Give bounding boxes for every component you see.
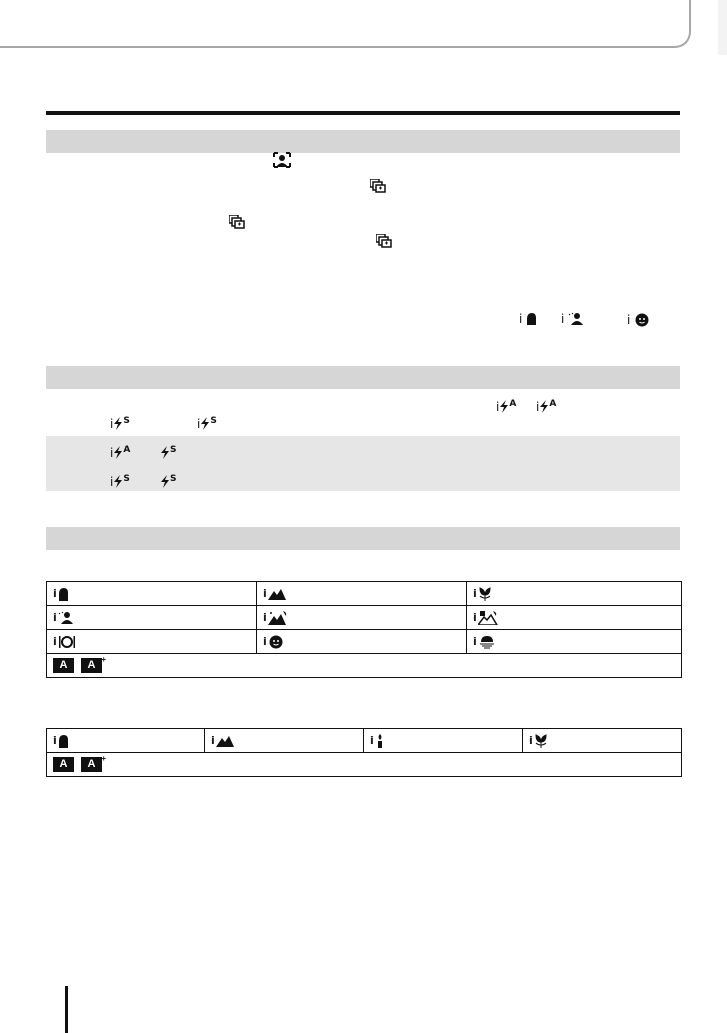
i-letter: i <box>110 446 114 460</box>
flash-glyph <box>113 446 123 459</box>
intelligent-auto-icon <box>53 757 74 772</box>
i-flash-auto-icon <box>496 397 516 414</box>
flash-glyph <box>160 475 170 488</box>
page-edge-mark <box>718 0 727 55</box>
burst-shooting-icon <box>376 234 392 248</box>
flash-slow-letter: S <box>210 416 217 426</box>
flash-glyph <box>113 475 123 488</box>
i-macro-icon <box>473 583 492 605</box>
i-flash-auto-redeye-icon <box>110 443 130 460</box>
table-cell <box>47 606 257 630</box>
table-row <box>47 753 682 777</box>
page-header-tab <box>0 0 691 48</box>
portrait-glyph <box>526 312 536 325</box>
table-cell <box>467 606 682 630</box>
candlelight-glyph <box>375 734 385 748</box>
i-letter: i <box>627 313 631 327</box>
i-letter: i <box>263 611 267 624</box>
intelligent-auto-plus-icon <box>81 654 106 673</box>
i-scenery-icon <box>211 730 234 752</box>
i-handheld-night-shot-icon <box>473 607 498 629</box>
table-cell <box>47 582 257 606</box>
flash-glyph <box>160 446 170 459</box>
i-letter: i <box>197 417 201 431</box>
i-flash-slow-sync-redeye-icon <box>110 472 130 489</box>
i-letter: i <box>370 734 374 747</box>
portrait-glyph <box>58 587 68 601</box>
flash-slow-letter: S <box>123 474 130 484</box>
i-letter: i <box>263 635 267 648</box>
table-cell <box>467 630 682 654</box>
a-letter: A <box>87 658 96 671</box>
flash-glyph <box>200 417 210 430</box>
flash-slow-letter: S <box>170 474 177 484</box>
a-letter: A <box>59 757 68 770</box>
macro-glyph <box>534 734 548 748</box>
table-cell <box>47 753 682 777</box>
table-cell <box>205 729 364 753</box>
i-letter: i <box>263 587 267 600</box>
section-heading-bar-2 <box>46 366 680 389</box>
i-flash-auto-redeye-icon <box>536 397 556 414</box>
i-letter: i <box>561 312 565 326</box>
scenery-glyph <box>268 587 286 600</box>
flash-glyph <box>499 400 509 413</box>
i-letter: i <box>536 400 540 414</box>
night-scenery-glyph <box>268 611 288 625</box>
i-portrait-icon <box>53 583 68 605</box>
table-cell <box>47 630 257 654</box>
intelligent-auto-plus-icon <box>81 753 106 772</box>
food-glyph <box>58 635 76 649</box>
baby-glyph <box>268 634 284 649</box>
face-detection-icon <box>273 152 291 168</box>
i-letter: i <box>473 635 477 648</box>
flash-slow-sync-icon <box>160 472 176 489</box>
table-row <box>47 606 682 630</box>
i-baby-icon <box>627 312 650 327</box>
portrait-glyph <box>58 734 68 748</box>
night-portrait-glyph <box>58 611 74 624</box>
table-row <box>47 654 682 678</box>
i-letter: i <box>529 734 533 747</box>
table-cell <box>523 729 682 753</box>
i-letter: i <box>496 400 500 414</box>
table-cell <box>47 729 205 753</box>
scenery-glyph <box>216 734 234 747</box>
flash-auto-letter: A <box>509 399 517 409</box>
i-letter: i <box>519 312 523 326</box>
intelligent-auto-icon <box>53 658 74 673</box>
flash-note-box <box>46 436 680 491</box>
flash-glyph <box>113 417 123 430</box>
i-letter: i <box>53 587 57 600</box>
table-cell <box>47 654 682 678</box>
i-letter: i <box>53 734 57 747</box>
scene-table-photo <box>46 581 682 678</box>
i-portrait-icon <box>53 730 68 752</box>
flash-slow-letter: S <box>170 445 177 455</box>
night-portrait-glyph <box>568 312 584 325</box>
table-row <box>47 729 682 753</box>
i-letter: i <box>473 611 477 624</box>
flash-auto-letter: A <box>549 399 557 409</box>
i-baby-icon <box>263 631 284 653</box>
burst-shooting-icon <box>370 179 386 193</box>
i-food-icon <box>53 631 76 653</box>
a-letter: A <box>59 658 68 671</box>
title-rule <box>46 111 680 115</box>
flash-redeye-icon <box>160 443 176 460</box>
a-letter: A <box>87 757 96 770</box>
i-letter: i <box>53 635 57 648</box>
section-heading-bar-1 <box>46 130 680 153</box>
i-portrait-icon <box>519 312 536 326</box>
i-letter: i <box>53 611 57 624</box>
baby-glyph <box>634 312 650 327</box>
flash-glyph <box>539 400 549 413</box>
i-night-portrait-icon <box>53 607 74 629</box>
table-cell <box>364 729 523 753</box>
flash-slow-letter: S <box>123 416 130 426</box>
footer-rule <box>65 986 68 1033</box>
section-heading-bar-3 <box>46 527 680 550</box>
table-cell <box>257 582 467 606</box>
table-cell <box>467 582 682 606</box>
i-scenery-icon <box>263 583 286 605</box>
flash-auto-letter: A <box>123 445 131 455</box>
sunset-glyph <box>478 635 496 649</box>
i-night-portrait-icon <box>561 312 584 326</box>
i-sunset-icon <box>473 631 496 653</box>
handheld-night-glyph <box>478 611 498 625</box>
scene-table-video <box>46 728 682 777</box>
i-night-scenery-icon <box>263 607 288 629</box>
plus-mark: + <box>101 753 106 763</box>
table-cell <box>257 630 467 654</box>
i-letter: i <box>211 734 215 747</box>
i-letter: i <box>110 475 114 489</box>
table-row <box>47 630 682 654</box>
i-flash-slow-sync-icon <box>197 414 217 431</box>
i-macro-icon <box>529 730 548 752</box>
table-row <box>47 582 682 606</box>
i-letter: i <box>110 417 114 431</box>
macro-glyph <box>478 587 492 601</box>
i-flash-slow-sync-redeye-icon <box>110 414 130 431</box>
plus-mark: + <box>101 654 106 664</box>
burst-shooting-icon <box>229 215 245 229</box>
i-candlelight-icon <box>370 730 385 752</box>
i-letter: i <box>473 587 477 600</box>
table-cell <box>257 606 467 630</box>
